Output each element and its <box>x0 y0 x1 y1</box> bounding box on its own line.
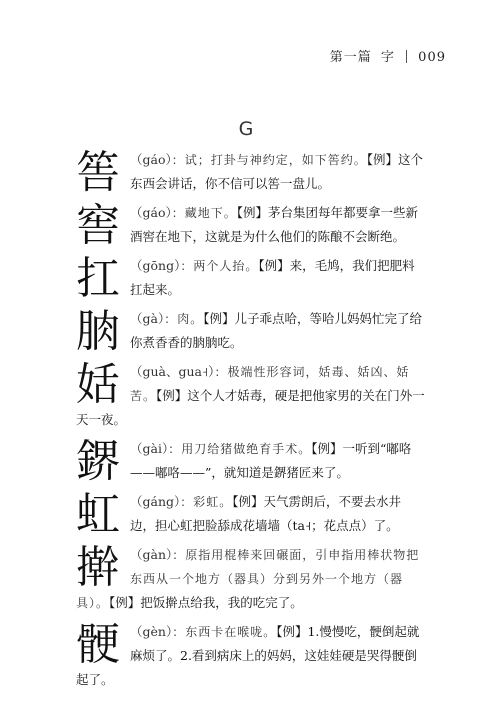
entry-pronunciation: （gáo） <box>130 205 172 220</box>
entry-example: 【例】茅台集团每年都要拿一些新酒窖在地下，这就是为什么他们的陈酿不会断绝。 <box>130 205 419 244</box>
section-label: 字 <box>380 50 395 65</box>
entry-character: 虹 <box>76 489 120 540</box>
entry-definition: ：肉。 <box>164 312 204 326</box>
entry-character: 擀 <box>76 542 120 593</box>
entry-pronunciation: （gàn） <box>130 547 173 562</box>
entry <box>76 490 426 538</box>
entry-pronunciation: （gèn） <box>130 624 173 639</box>
entry-definition: ：藏地下。 <box>171 206 237 220</box>
running-header <box>330 46 446 65</box>
entry-definition: ：原指用棍棒来回碾面，引申指用棒状物把东西从一个地方（器具）分到另外一个地方（器具）。 <box>76 548 420 610</box>
entry-example: 【例】天气雳朗后，不要去水井边，担心虹把脸舔成花墙墙（ta˧；花点点）了。 <box>130 494 402 533</box>
header-divider <box>406 50 407 63</box>
entry-definition: ：两个人抬。 <box>180 259 259 273</box>
entry-pronunciation: （gáng） <box>130 494 181 509</box>
entry-pronunciation: （gáo） <box>130 152 172 167</box>
entry <box>76 148 426 196</box>
entry-definition: ：用刀给猪做绝育手术。 <box>168 442 312 456</box>
entry-example: 【例】1.慢慢吃，骾倒起就麻烦了。2.看到病床上的妈妈，这娃娃硬是哭得骾倒起了。 <box>76 624 420 687</box>
entry-character: 朒 <box>76 306 120 357</box>
entry-character: 姡 <box>76 359 120 410</box>
entry-definition: ：试；打卦与神约定，如下筶约。 <box>171 153 367 167</box>
entry-pronunciation: （gōng） <box>130 258 181 273</box>
entry <box>76 437 426 485</box>
entry-example: 【例】来，毛鸠，我们把肥料扛起来。 <box>130 258 415 297</box>
entry <box>76 360 426 432</box>
entry-pronunciation: （gài） <box>130 441 169 456</box>
dictionary-entries <box>76 148 426 697</box>
entry-definition: ：极端性形容词，姡毒、姡凶、姡苦。 <box>130 365 410 403</box>
entry-character: 骾 <box>76 619 120 670</box>
entry <box>76 543 426 615</box>
chapter-label: 第一篇 <box>329 50 372 65</box>
entry-example: 【例】儿子乖点哈，等哈儿妈妈忙完了给你煮香香的朒朒吃。 <box>130 311 422 350</box>
entry-character: 鎅 <box>76 436 120 487</box>
section-letter: G <box>238 118 254 140</box>
entry-definition: ：东西卡在喉咙。 <box>172 625 277 639</box>
entry-example: 【例】一听到“嘟咯——嘟咯——”，就知道是鎅猪匠来了。 <box>130 441 412 480</box>
entry-example: 【例】这个人才姡毒，硬是把他家男的关在门外一天一夜。 <box>76 388 425 427</box>
entry <box>76 620 426 692</box>
entry-pronunciation: （guà、gua˧） <box>130 364 215 379</box>
entry-character: 筶 <box>76 147 120 198</box>
entry-definition: ：彩虹。 <box>180 495 233 509</box>
entry-character: 窖 <box>76 200 120 251</box>
entry-pronunciation: （gà） <box>130 311 165 326</box>
entry <box>76 307 426 355</box>
entry-example: 【例】这个东西会讲话，你不信可以筶一盘儿。 <box>130 152 424 191</box>
page-number: 009 <box>418 50 446 65</box>
entry <box>76 254 426 302</box>
entry <box>76 201 426 249</box>
entry-example: 【例】把饭擀点给我，我的吃完了。 <box>109 595 303 610</box>
entry-character: 扛 <box>76 253 120 304</box>
